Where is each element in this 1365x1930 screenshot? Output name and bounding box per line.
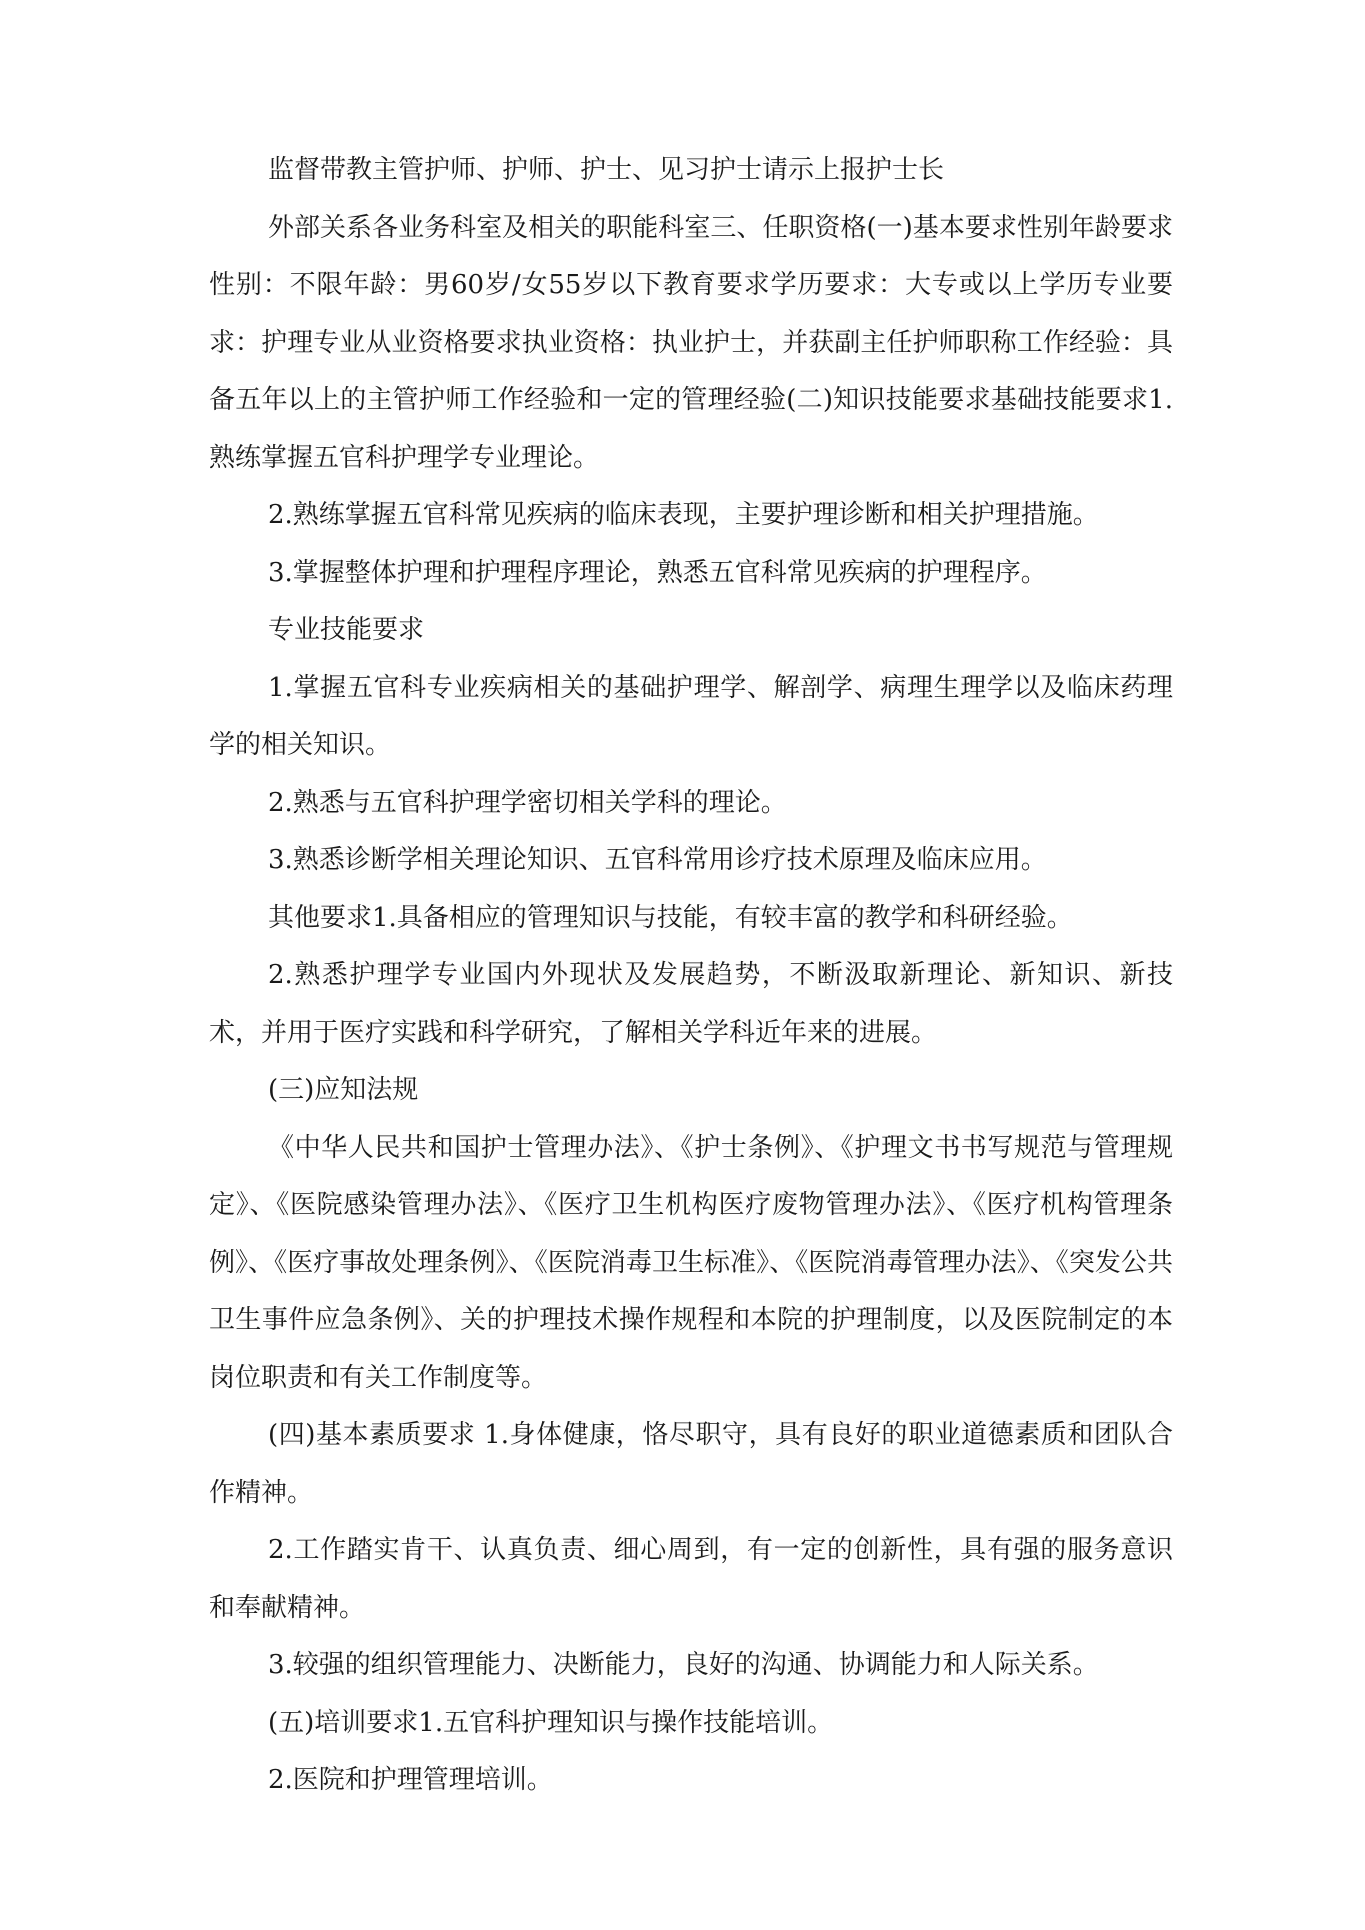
document-body — [209, 142, 1173, 1810]
paragraph-professional-skill-2: 2.熟悉与五官科护理学密切相关学科的理论。 — [268, 787, 787, 818]
paragraph-basic-skill-2: 2.熟练掌握五官科常见疾病的临床表现，主要护理诊断和相关护理措施。 — [268, 500, 1099, 530]
paragraph-external-relations: 外部关系各业务科室及相关的职能科室三、任职资格(一)基本要求性别年龄要求性别：不限年龄：男60岁/女55岁以下教育要求学历要求：大专或以上学历专业要求：护理专业从业资格要求执业资格：执业护士，并获副主任护师职称工作经验：具备五年以上的主管护师工作经验和一定的管理经验(二)知识技能要求基础技能要求1.熟练掌握五官科护理学专业理论。 — [209, 212, 1173, 473]
paragraph-other-requirement-2: 2.熟悉护理学专业国内外现状及发展趋势，不断汲取新理论、新知识、新技术，并用于医疗实践和科学研究，了解相关学科近年来的进展。 — [209, 960, 1173, 1048]
paragraph-quality-requirement-1: (四)基本素质要求 1.身体健康，恪尽职守，具有良好的职业道德素质和团队合作精神。 — [209, 1420, 1173, 1508]
heading-regulations: (三)应知法规 — [268, 1075, 419, 1105]
paragraph-supervision: 监督带教主管护师、护师、护士、见习护士请示上报护士长 — [268, 155, 945, 185]
paragraph-training-requirement-1: (五)培训要求1.五官科护理知识与操作技能培训。 — [268, 1707, 834, 1738]
paragraph-quality-requirement-2: 2.工作踏实肯干、认真负责、细心周到，有一定的创新性，具有强的服务意识和奉献精神。 — [209, 1535, 1173, 1623]
paragraph-other-requirement-1: 其他要求1.具备相应的管理知识与技能，有较丰富的教学和科研经验。 — [268, 902, 1073, 933]
paragraph-regulations-list: 《中华人民共和国护士管理办法》、《护士条例》、《护理文书书写规范与管理规定》、《医院感染管理办法》、《医疗卫生机构医疗废物管理办法》、《医疗机构管理条例》、《医疗事故处理条例》、《医院消毒卫生标准》、《医院消毒管理办法》、《突发公共卫生事件应急条例》、关的护理技术操作规程和本院的护理制度，以及医院制定的本岗位职责和有关工作制度等。 — [209, 1132, 1173, 1393]
paragraph-basic-skill-3: 3.掌握整体护理和护理程序理论，熟悉五官科常见疾病的护理程序。 — [268, 557, 1047, 588]
paragraph-professional-skill-1: 1.掌握五官科专业疾病相关的基础护理学、解剖学、病理生理学以及临床药理学的相关知识。 — [209, 672, 1173, 760]
paragraph-professional-skill-3: 3.熟悉诊断学相关理论知识、五官科常用诊疗技术原理及临床应用。 — [268, 845, 1047, 875]
paragraph-quality-requirement-3: 3.较强的组织管理能力、决断能力，良好的沟通、协调能力和人际关系。 — [268, 1650, 1099, 1680]
heading-professional-skills: 专业技能要求 — [268, 615, 425, 645]
paragraph-training-requirement-2: 2.医院和护理管理培训。 — [268, 1765, 553, 1795]
